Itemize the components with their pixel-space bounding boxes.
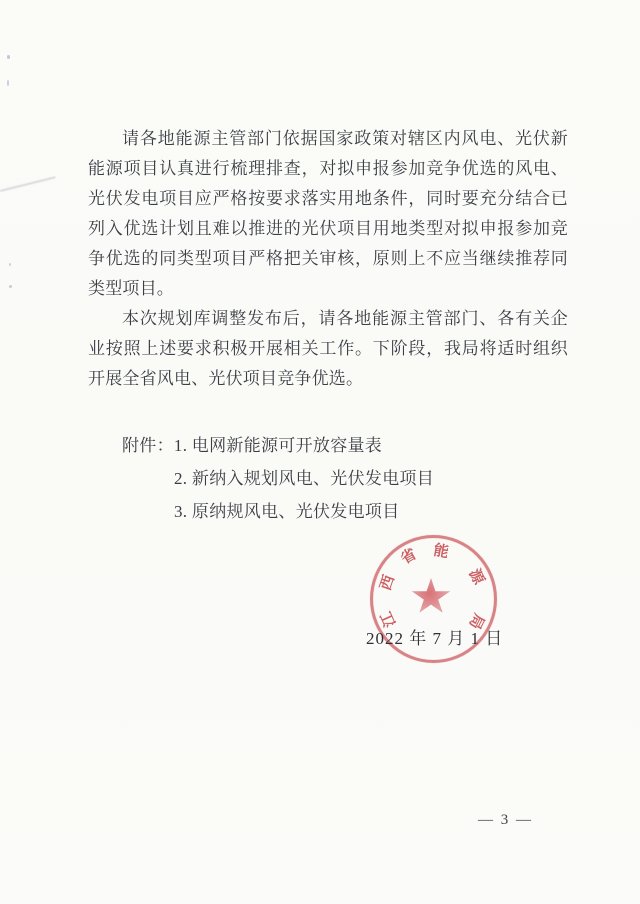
attachment-item-3: 3. 原纳规风电、光伏发电项目 (174, 502, 400, 521)
seal-char: 省 (398, 546, 420, 568)
scan-speck (9, 285, 12, 288)
attachments-list (122, 429, 434, 528)
seal-char: 源 (465, 566, 487, 588)
scan-speck (9, 263, 11, 266)
attachment-row-1 (122, 429, 434, 462)
paragraph-1: 请各地能源主管部门依据国家政策对辖区内风电、光伏新能源项目认真进行梳理排查，对拟申报参加竞争优选的风电、光伏发电项目应严格按要求落实用地条件，同时要充分结合已列入优选计划且难以推进的光伏项目用地类型对拟申报参加竞争优选的同类型项目严格把关审核，原则上不应当继续推荐同类型项目。 (88, 129, 568, 298)
document-date: 2022 年 7 月 1 日 (366, 629, 504, 648)
paragraph-2: 本次规划库调整发布后，请各地能源主管部门、各有关企业按照上述要求积极开展相关工作。下阶段，我局将适时组织开展全省风电、光伏项目竞争优选。 (88, 309, 568, 388)
seal-char: 西 (377, 573, 399, 593)
document-body (88, 124, 568, 394)
seal-char: 江 (378, 608, 400, 630)
scan-streak (0, 176, 55, 191)
scan-speck (7, 80, 9, 86)
attachment-item-2: 2. 新纳入规划风电、光伏发电项目 (174, 469, 435, 488)
page-number: — 3 — (478, 812, 533, 828)
attachment-item-1: 1. 电网新能源可开放容量表 (173, 436, 383, 455)
attachment-row-3 (122, 495, 434, 528)
seal-char: 能 (432, 542, 450, 562)
scan-speck (7, 55, 10, 59)
seal-char: 局 (465, 610, 487, 632)
attachments-label: 附件： (122, 436, 174, 455)
attachment-row-2 (122, 462, 434, 495)
